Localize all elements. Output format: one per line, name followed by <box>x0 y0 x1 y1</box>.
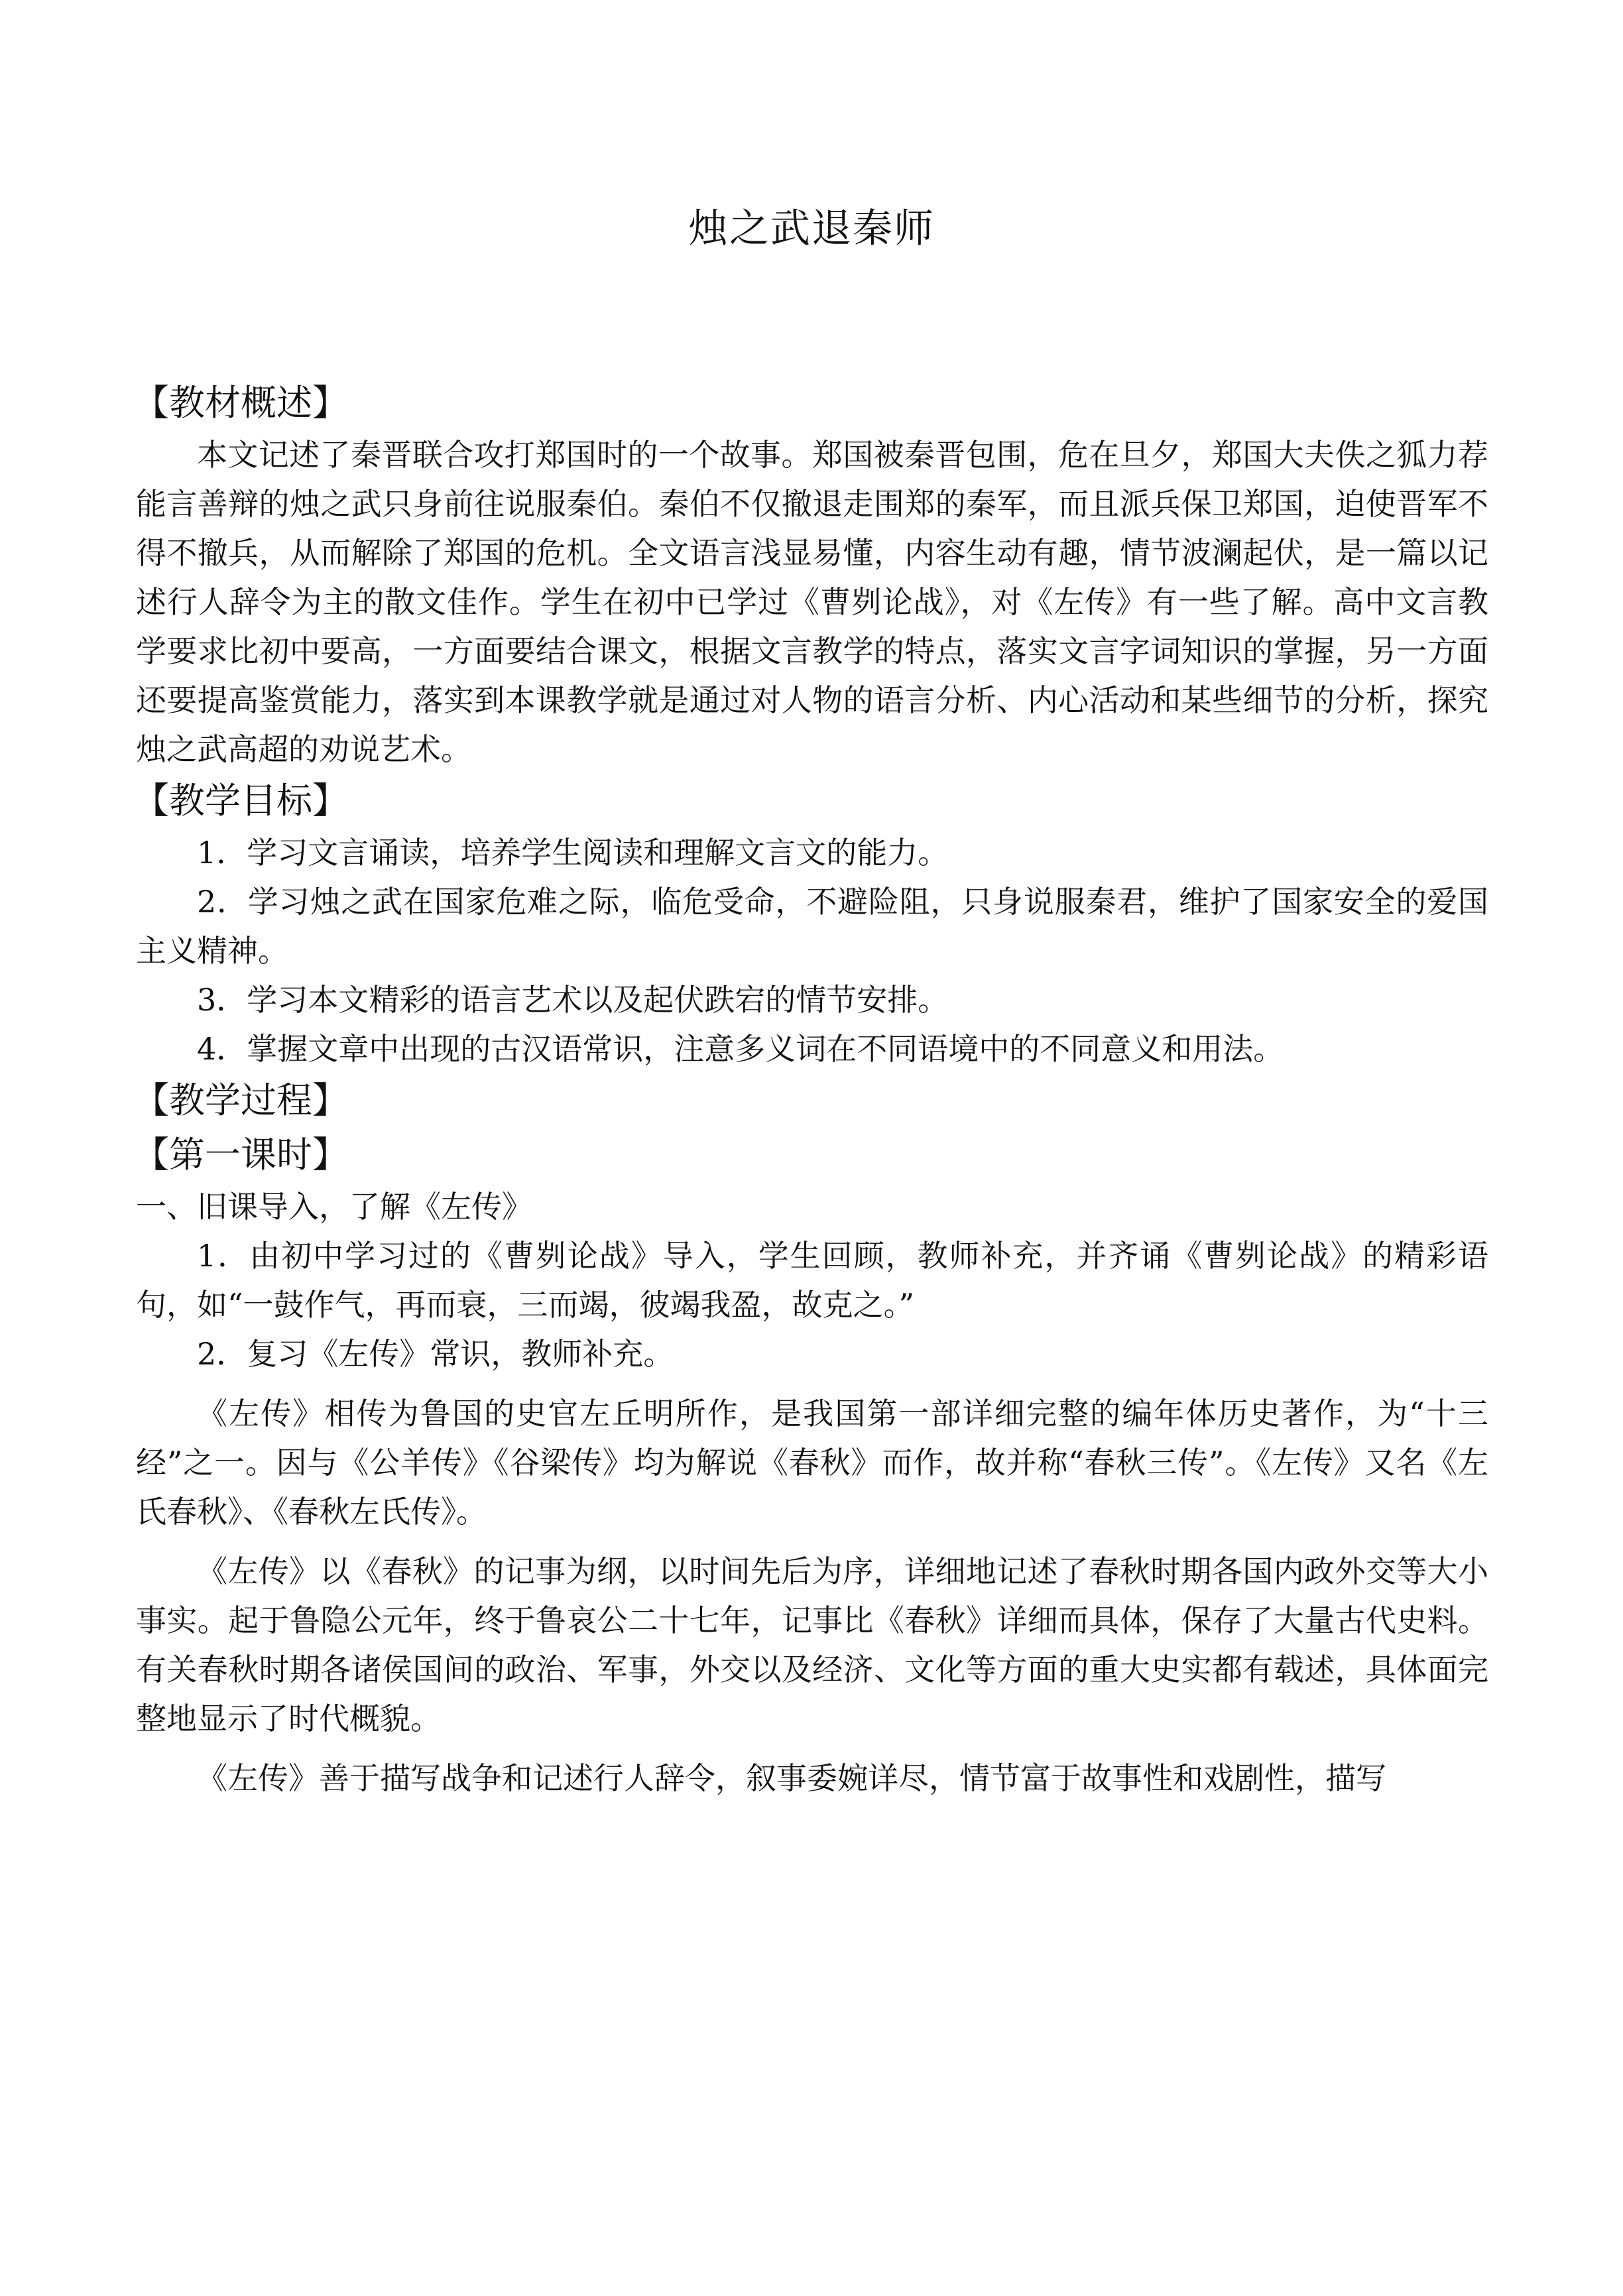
section-heading-process: 【教学过程】 <box>133 1079 348 1121</box>
zuozhuan-paragraph: 《左传》相传为鲁国的史官左丘明所作，是我国第一部详细完整的编年体历史著作，为“十三经”之一。因与《公羊传》《谷梁传》均为解说《春秋》而作，故并称“春秋三传”。《左传》又名《左氏春秋》、《春秋左氏传》。 <box>136 1396 1488 1530</box>
step-item: 1．由初中学习过的《曹刿论战》导入，学生回顾，教师补充，并齐诵《曹刿论战》的精彩语句，如“一鼓作气，再而衰，三而竭，彼竭我盈，故克之。” <box>136 1238 1488 1323</box>
step-heading: 一、旧课导入，了解《左传》 <box>136 1189 532 1225</box>
section-heading-goals: 【教学目标】 <box>133 780 348 821</box>
goal-item: 3．学习本文精彩的语言艺术以及起伏跌宕的情节安排。 <box>197 982 949 1018</box>
goal-item: 2．学习烛之武在国家危难之际，临危受命，不避险阻，只身说服秦君，维护了国家安全的爱国主义精神。 <box>136 884 1488 969</box>
page-title: 烛之武退秦师 <box>688 206 935 252</box>
goal-item: 1．学习文言诵读，培养学生阅读和理解文言文的能力。 <box>197 835 949 871</box>
zuozhuan-paragraph: 《左传》善于描写战争和记述行人辞令，叙事委婉详尽，情节富于故事性和戏剧性，描写 <box>197 1760 1386 1796</box>
section-heading-overview: 【教材概述】 <box>133 382 348 424</box>
zuozhuan-paragraph: 《左传》以《春秋》的记事为纲，以时间先后为序，详细地记述了春秋时期各国内政外交等大小事实。起于鲁隐公元年，终于鲁哀公二十七年，记事比《春秋》详细而具体，保存了大量古代史料。有关春秋时期各诸侯国间的政治、军事，外交以及经济、文化等方面的重大史实都有载述，具体面完整地显示了时代概貌。 <box>136 1553 1488 1736</box>
document-body <box>133 376 1488 1803</box>
section-heading-lesson-one: 【第一课时】 <box>133 1134 348 1176</box>
overview-paragraph: 本文记述了秦晋联合攻打郑国时的一个故事。郑国被秦晋包围，危在旦夕，郑国大夫佚之狐力荐能言善辩的烛之武只身前往说服秦伯。秦伯不仅撤退走围郑的秦军，而且派兵保卫郑国，迫使晋军不得不撤兵，从而解除了郑国的危机。全文语言浅显易懂，内容生动有趣，情节波澜起伏，是一篇以记述行人辞令为主的散文佳作。学生在初中已学过《曹刿论战》，对《左传》有一些了解。高中文言教学要求比初中要高，一方面要结合课文，根据文言教学的特点，落实文言字词知识的掌握，另一方面还要提高鉴赏能力，落实到本课教学就是通过对人物的语言分析、内心活动和某些细节的分析，探究烛之武高超的劝说艺术。 <box>136 437 1488 767</box>
goal-item: 4．掌握文章中出现的古汉语常识，注意多义词在不同语境中的不同意义和用法。 <box>197 1031 1284 1067</box>
step-item: 2．复习《左传》常识，教师补充。 <box>197 1336 674 1372</box>
